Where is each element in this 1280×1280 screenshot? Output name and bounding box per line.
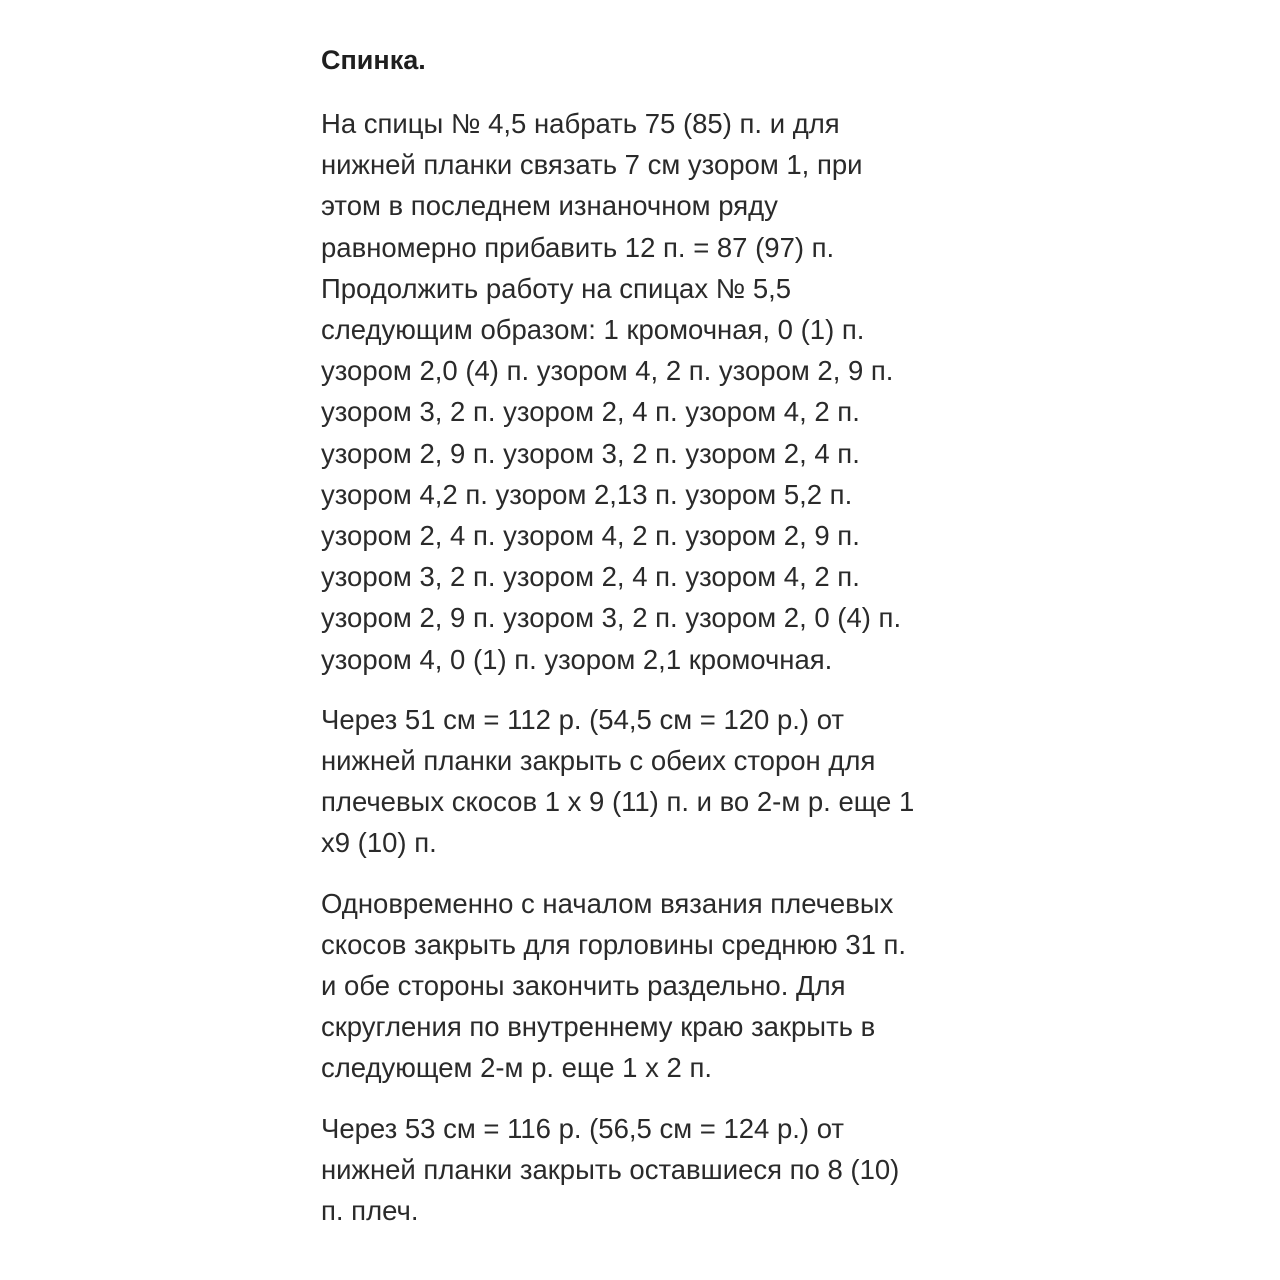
text-line: узором 2, 9 п. узором 3, 2 п. узором 2, 4 п. [321,437,860,469]
text-line: следующем 2-м р. еще 1 х 2 п. [321,1052,712,1084]
text-line: нижней планки закрыть с обеих сторон для [321,745,876,777]
text-line: п. плеч. [321,1195,419,1227]
text-line: Через 53 см = 116 р. (56,5 см = 124 р.) от [321,1112,844,1144]
text-line: скругления по внутреннему краю закрыть в [321,1011,876,1043]
text-line: следующим образом: 1 кромочная, 0 (1) п. [321,314,865,346]
paragraph-shoulder-bevel [321,699,981,864]
text-line: нижней планки связать 7 см узором 1, при [321,149,863,181]
text-line: узором 4,2 п. узором 2,13 п. узором 5,2 п. [321,478,853,510]
text-line: узором 2, 4 п. узором 4, 2 п. узором 2, 9 п. [321,520,860,552]
text-line: плечевых скосов 1 х 9 (11) п. и во 2-м р. еще 1 [321,786,915,818]
text-line: узором 2, 9 п. узором 3, 2 п. узором 2, 0 (4) п. [321,602,902,634]
text-line: равномерно прибавить 12 п. = 87 (97) п. [321,231,835,263]
text-line: узором 2,0 (4) п. узором 4, 2 п. узором 2, 9 п. [321,355,894,387]
paragraph-cast-on [321,103,981,680]
section-heading: Спинка. [321,45,426,75]
paragraph-neckline [321,883,981,1089]
text-line: скосов закрыть для горловины среднюю 31 п. [321,928,907,960]
text-line: нижней планки закрыть оставшиеся по 8 (10) [321,1153,900,1185]
document-page [321,38,981,1250]
text-line: Через 51 см = 112 р. (54,5 см = 120 р.) от [321,703,844,735]
paragraph-bind-off [321,1108,981,1232]
text-line: Одновременно с началом вязания плечевых [321,887,894,919]
text-line: Продолжить работу на спицах № 5,5 [321,272,792,304]
text-line: На спицы № 4,5 набрать 75 (85) п. и для [321,108,840,139]
text-line: и обе стороны закончить раздельно. Для [321,970,846,1002]
text-line: узором 3, 2 п. узором 2, 4 п. узором 4, 2 п. [321,561,860,593]
text-line: узором 3, 2 п. узором 2, 4 п. узором 4, 2 п. [321,396,860,428]
text-line: этом в последнем изнаночном ряду [321,190,778,222]
text-line: узором 4, 0 (1) п. узором 2,1 кромочная. [321,643,833,675]
text-line: х9 (10) п. [321,827,437,859]
